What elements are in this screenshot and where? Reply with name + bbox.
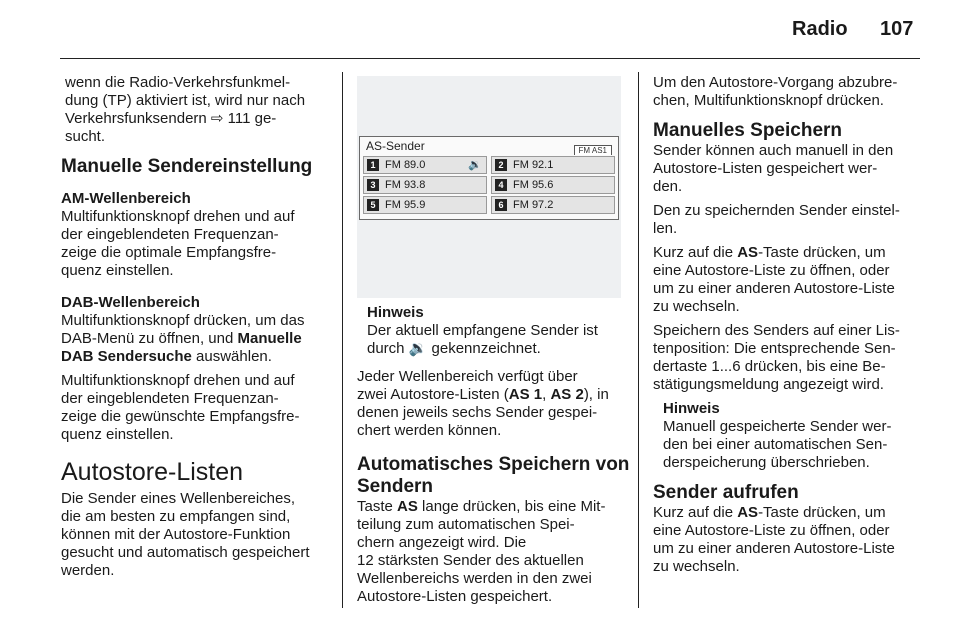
right-column bbox=[653, 74, 923, 582]
heading-manual-tuning: Manuelle Sendereinstellung bbox=[61, 156, 313, 177]
am-paragraph: Multifunktionsknopf drehen und auf der eingeblendeten Frequenzan- zeige die optimale Empfangsfre- quenz einstellen. bbox=[61, 208, 295, 279]
preset-5: 5 FM 95.9 bbox=[363, 196, 487, 214]
press-as-paragraph: Kurz auf die AS-Taste drücken, um eine Autostore-Liste zu öffnen, oder um zu einer anderen Autostore-Liste zu wechseln. bbox=[653, 244, 895, 315]
store-position-paragraph: Speichern des Senders auf einer Lis- tenposition: Die entsprechende Sen- dertaste 1...6 drücken, bis eine Be- stätigungsmeldung angezeigt wird. bbox=[653, 322, 900, 393]
band-tag: FM AS1 bbox=[574, 145, 612, 155]
speaker-icon: 🔉 bbox=[468, 159, 482, 171]
dab-paragraph: Multifunktionsknopf drücken, um das DAB-Menü zu öffnen, und Manuelle DAB Sendersuche auswählen. bbox=[61, 312, 305, 365]
note-current-station: Hinweis Der aktuell empfangene Sender ist durch 🔉 gekennzeichnet. bbox=[367, 304, 598, 357]
recall-paragraph: Kurz auf die AS-Taste drücken, um eine Autostore-Liste zu öffnen, oder um zu einer anderen Autostore-Liste zu wechseln. bbox=[653, 504, 895, 575]
preset-2: 2 FM 92.1 bbox=[491, 156, 615, 174]
autostore-lists-paragraph: Jeder Wellenbereich verfügt über zwei Autostore-Listen (AS 1, AS 2), in denen jeweils sechs Sender gespei- chert werden können. bbox=[357, 368, 609, 439]
manual-storing-paragraph: Sender können auch manuell in den Autostore-Listen gespeichert wer- den. bbox=[653, 142, 894, 195]
column-divider-right bbox=[638, 72, 639, 608]
autostore-paragraph: Die Sender eines Wellenbereiches, die am besten zu empfangen sind, können mit der Autostore-Funktion gesucht und automatisch gespeichert werden. bbox=[61, 490, 310, 579]
column-divider-left bbox=[342, 72, 343, 608]
heading-recall-stations: Sender aufrufen bbox=[653, 482, 799, 503]
dab-paragraph-2: Multifunktionsknopf drehen und auf der eingeblendeten Frequenzan- zeige die gewünschte Empfangsfre- quenz einstellen. bbox=[61, 372, 300, 443]
radio-screen bbox=[359, 136, 619, 220]
heading-am-band: AM-Wellenbereich bbox=[61, 190, 191, 207]
screen-title: AS-Sender bbox=[366, 139, 425, 153]
heading-dab-band: DAB-Wellenbereich bbox=[61, 294, 200, 311]
cancel-autostore-paragraph: Um den Autostore-Vorgang abzubre- chen, Multifunktionsknopf drücken. bbox=[653, 74, 898, 109]
running-header-section: Radio bbox=[792, 18, 848, 40]
page-number: 107 bbox=[880, 18, 914, 40]
note-overwrite: Hinweis Manuell gespeicherte Sender wer- den bei einer automatischen Sen- derspeicherung überschrieben. bbox=[663, 400, 892, 471]
automatic-storing-paragraph: Taste AS lange drücken, bis eine Mit- teilung zum automatischen Spei- chern angezeigt wird. Die 12 stärksten Sender des aktuellen Wellenbereichs werden in den zwei Autostore-Listen gespeichert. bbox=[357, 498, 606, 605]
preset-3: 3 FM 93.8 bbox=[363, 176, 487, 194]
preset-6: 6 FM 97.2 bbox=[491, 196, 615, 214]
header-rule bbox=[60, 58, 920, 59]
preset-1: 1 FM 89.0 🔉 bbox=[363, 156, 487, 174]
select-station-paragraph: Den zu speichernden Sender einstel- len. bbox=[653, 202, 900, 237]
preset-4: 4 FM 95.6 bbox=[491, 176, 615, 194]
left-column bbox=[61, 74, 337, 586]
intro-paragraph: wenn die Radio-Verkehrsfunkmel- dung (TP) aktiviert ist, wird nur nach Verkehrsfunksendern ⇨ 111 ge- sucht. bbox=[65, 74, 306, 145]
heading-automatic-storing: Automatisches Speichern von Sendern bbox=[357, 454, 630, 497]
heading-autostore-lists: Autostore-Listen bbox=[61, 458, 244, 486]
heading-manual-storing: Manuelles Speichern bbox=[653, 120, 843, 141]
middle-column bbox=[357, 304, 633, 612]
autostore-display-figure bbox=[357, 76, 621, 298]
